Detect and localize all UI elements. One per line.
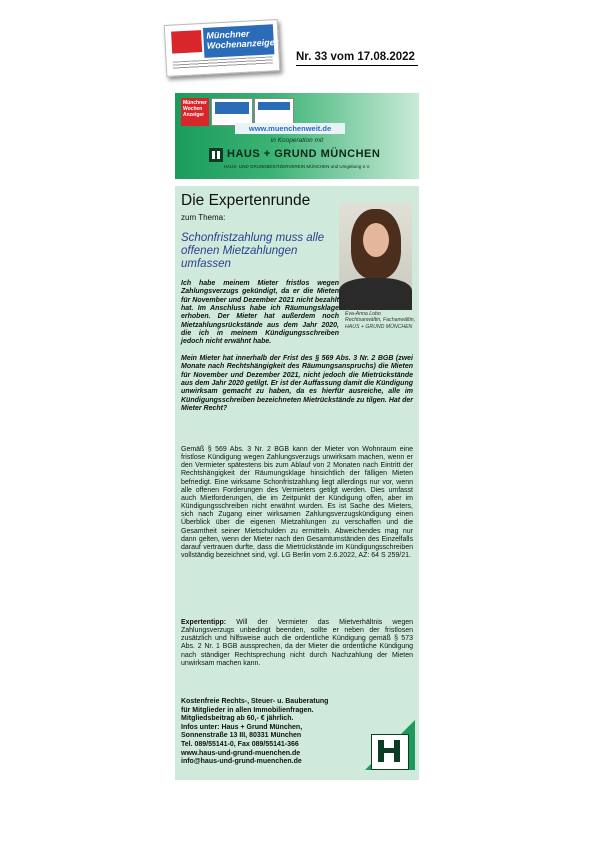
newspaper-logo-lines <box>173 56 273 69</box>
haus-grund-subtitle: HAUS- UND GRUNDBESITZERVEREIN MÜNCHEN und Umgebung e.V. <box>223 164 371 169</box>
cooperation-banner <box>175 93 419 179</box>
footer-email-link[interactable]: info@haus-und-grund-muenchen.de <box>181 758 302 766</box>
newspaper-thumbnail-1 <box>211 98 253 126</box>
footer-line: für Mitglieder in allen Immobilienfragen. <box>181 706 314 714</box>
haus-grund-icon <box>209 148 223 162</box>
newspaper-thumbnail-2 <box>254 98 294 124</box>
expert-tip <box>181 619 413 668</box>
newspaper-logo <box>164 19 281 77</box>
footer-line: Tel. 089/55141-0, Fax 089/55141-366 <box>181 740 299 748</box>
issue-date: Nr. 33 vom 17.08.2022 <box>296 51 415 63</box>
article-title: Die Expertenrunde <box>181 192 311 209</box>
expert-photo <box>339 203 412 310</box>
reader-question-part2: Mein Mieter hat innerhalb der Frist des § 569 Abs. 3 Nr. 2 BGB (zwei Monate nach Rechtshängigkeit des Räumungsanspruchs) die Mieten für November und Dezember 2021, nicht jedoch die Mietrückstände aus dem Jahr 2020 getilgt. Er ist der Auffassung damit die Kündigung unwirksam gemacht zu haben, da es hierfür ausreiche, alle im Kündigungsschreiben bezeichneten Mietrückstände zu tilgen. Hat der Mieter Recht? <box>181 355 413 413</box>
cooperation-text: in Kooperation mit <box>270 137 324 144</box>
expert-tip-label: Expertentipp: <box>181 619 227 626</box>
haus-grund-logo <box>209 148 389 162</box>
newspaper-logo-title: Münchner Wochenanzeiger <box>203 24 274 58</box>
article-headline: Schonfristzahlung muss alle offenen Mietzahlungen umfassen <box>181 232 325 270</box>
haus-grund-house-icon <box>365 720 415 770</box>
wochenanzeiger-logo: Münchner Wochen Anzeiger <box>181 98 209 126</box>
footer-line: Infos unter: Haus + Grund München, <box>181 723 303 731</box>
issue-underline <box>296 65 418 66</box>
expert-tip-text: Will der Vermieter das Mietverhältnis wegen Zahlungsverzugs unbedingt beenden, sollte er neben der fristlosen zusätzlich und hilfsweise auch die ordentliche Kündigung gemäß § 573 Abs. 2 Nr. 1 BGB aussprechen, da der Mieter die ordentliche Kündigung nach ständiger Rechtsprechung nicht durch Nachzahlung der Mieten unwirksam machen kann. <box>181 619 413 667</box>
newspaper-logo-red-mark <box>171 30 202 54</box>
expert-answer: Gemäß § 569 Abs. 3 Nr. 2 BGB kann der Mieter von Wohnraum eine fristlose Kündigung wegen Zahlungsverzugs unwirksam machen, wenn er den Vermieter spätestens bis zum Ablauf von 2 Monaten nach Eintritt der Rechtshängigkeit der Räumungsklage hinsichtlich der fälligen Mieten befriedigt. Eine wirksame Schonfristzahlung liegt allerdings nur vor, wenn alle offenen Forderungen des Vermieters getilgt werden. Dies umfasst auch Mietforderungen, die im Zeitpunkt der Kündigung offen, aber im Kündigungsschreiben nicht erwähnt wurden. Es ist Sache des Mieters, sich nach Zugang einer wirksamen Zahlungsverzugskündigung einen Überblick über die eigenen Mietzahlungen zu verschaffen und die Gesamtheit seiner Mietschulden zu ermitteln. Abweichendes mag nur dann gelten, wenn der Mieter nach den Gesamtumständen des Einzelfalls darauf vertrauen durfte, dass die Mietrückstände im Kündigungsschreiben vollständig bezeichnet sind, vgl. LG Berlin vom 2.6.2022, AZ: 64 S 259/21. <box>181 446 413 560</box>
footer-line: Sonnenstraße 13 III, 80331 München <box>181 732 302 740</box>
photo-caption: Eva-Anna Lobo Rechtsanwältin, Fachanwältin, HAUS + GRUND MÜNCHEN <box>345 311 416 330</box>
footer-line: Mitgliedsbeitrag ab 60,- € jährlich. <box>181 715 294 723</box>
reader-question-part1: Ich habe meinem Mieter fristlos wegen Zahlungsverzugs gekündigt, da er die Mieten für November und Dezember 2021 nicht bezahlt hat. Im Anschluss habe ich Räumungsklage erhoben. Der Mieter hat außerdem noch Mietzahlungsrückstände aus dem Jahr 2020, die ich in meinem Kündigungsschreiben jedoch nicht erwähnt habe. <box>181 280 339 346</box>
footer-website-link[interactable]: www.haus-und-grund-muenchen.de <box>181 749 301 757</box>
haus-grund-name: HAUS + GRUND MÜNCHEN <box>227 148 381 160</box>
expert-article <box>175 186 419 780</box>
membership-info <box>181 698 361 767</box>
article-topic-label: zum Thema: <box>181 213 226 222</box>
footer-line: Kostenfreie Rechts-, Steuer- u. Bauberatung <box>181 698 329 705</box>
banner-url: www.muenchenweit.de <box>235 123 345 134</box>
